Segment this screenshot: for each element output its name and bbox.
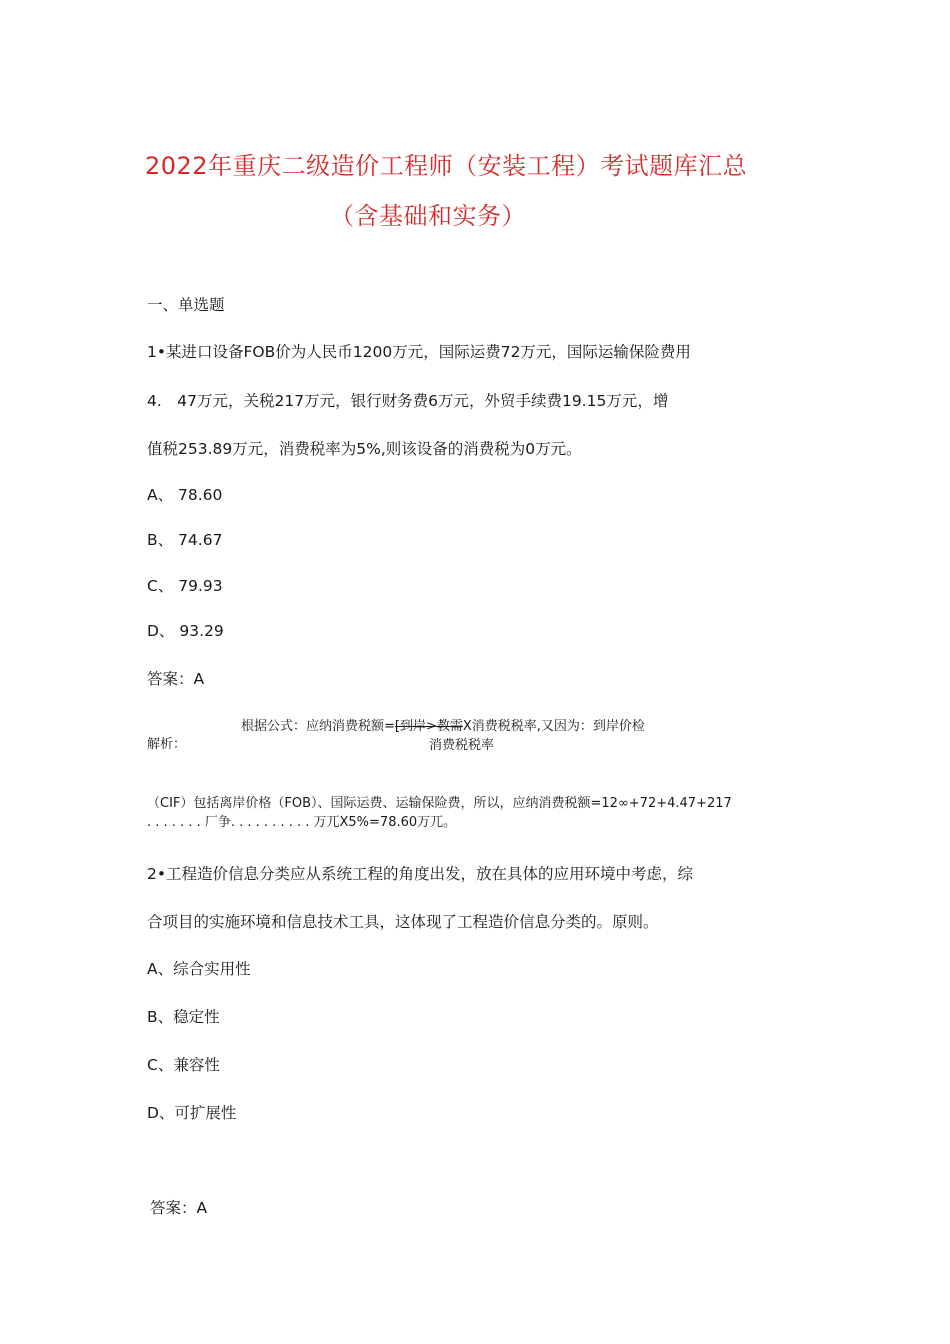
question-2-line-2: 合项目的实施环境和信息技术工具，这体现了工程造价信息分类的。原则。 bbox=[147, 913, 659, 931]
analysis-denominator: 消费税税率 bbox=[429, 738, 495, 753]
question-1-option-d: D、 93.29 bbox=[147, 622, 224, 640]
question-2-option-b: B、稳定性 bbox=[147, 1008, 220, 1026]
question-2-option-c: C、兼容性 bbox=[147, 1056, 220, 1074]
question-2-answer: 答案：A bbox=[150, 1199, 208, 1217]
analysis-formula-struck: [到岸>教需 bbox=[394, 719, 463, 734]
question-1-option-c: C、 79.93 bbox=[147, 577, 223, 595]
analysis-line-2: （CIF）包括离岸价格（FOB）、国际运费、运输保险费，所以，应纳消费税额=12∞+72+4.47+217 bbox=[147, 796, 732, 811]
question-2-option-a: A、综合实用性 bbox=[147, 960, 251, 978]
question-2-option-d: D、可扩展性 bbox=[147, 1104, 237, 1122]
question-1-option-b: B、 74.67 bbox=[147, 531, 223, 549]
question-1-line-2: 4. 47万元，关税217万元，银行财务费6万元，外贸手续费19.15万元，增 bbox=[147, 392, 669, 410]
document-title-line-1: 2022年重庆二级造价工程师（安装工程）考试题库汇总 bbox=[145, 152, 748, 180]
question-1-option-a: A、 78.60 bbox=[147, 486, 223, 504]
analysis-label: 解析： bbox=[147, 737, 187, 752]
question-1-line-1: 1•某进口设备FOB价为人民币1200万元，国际运费72万元，国际运输保险费用 bbox=[147, 343, 691, 361]
question-2-line-1: 2•工程造价信息分类应从系统工程的角度出发，放在具体的应用环境中考虑，综 bbox=[147, 865, 694, 883]
analysis-formula-prefix: 根据公式：应纳消费税额= bbox=[241, 719, 395, 734]
analysis-formula bbox=[241, 715, 645, 734]
section-heading: 一、单选题 bbox=[147, 296, 225, 314]
document-title-line-2: （含基础和实务） bbox=[330, 202, 526, 230]
question-1-answer: 答案：A bbox=[147, 670, 205, 688]
question-1-line-3: 值税253.89万元，消费税率为5%,则该设备的消费税为0万元。 bbox=[147, 440, 582, 458]
analysis-line-3: . . . . . . . 厂争. . . . . . . . . . 万兀X5%=78.60万兀。 bbox=[147, 815, 457, 830]
analysis-formula-suffix: X消费税税率,又因为：到岸价检 bbox=[462, 719, 645, 734]
